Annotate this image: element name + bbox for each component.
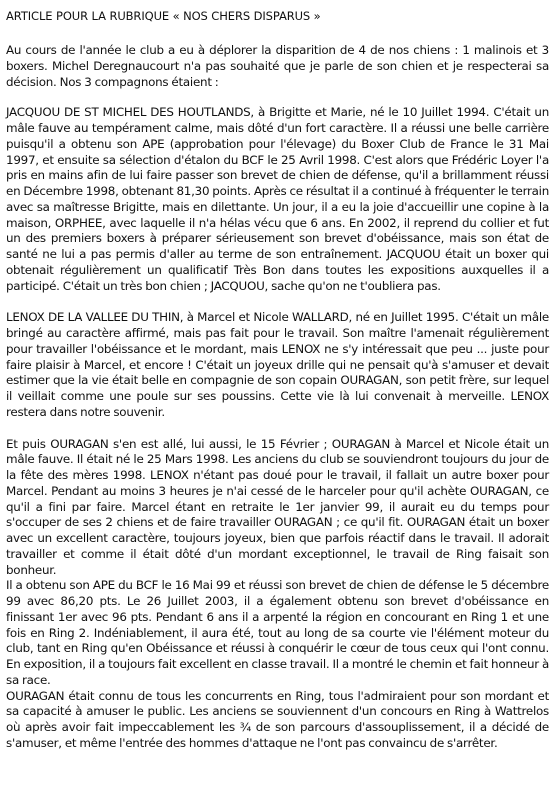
ouragan-paragraph-1: Et puis OURAGAN s'en est allé, lui aussi, le 15 Février ; OURAGAN à Marcel et Nicole était un mâle fauve. Il était né le 25 Mars 1998. Les anciens du club se souviendront toujours du jour de la fête des mères 1998. LENOX n'étant pas doué pour le travail, il fallait un autre boxer pour Marcel. Pendant au moins 3 heures je n'ai cessé de le harceler pour qu'il achète OURAGAN, ce qu'il a fini par faire. Marcel étant en retraite le 1er janvier 99, il aurait eu du temps pour s'occuper de ses 2 chiens et de faire travailler OURAGAN ; ce qu'il fit. OURAGAN était un boxer avec un excellent caractère, toujours joyeux, bien que parfois réactif dans le travail. Il adorait travailler et comme il était dôté d'un mordant exceptionnel, le travail de Ring faisait son bonheur. [6,436,549,577]
ouragan-paragraph-2: Il a obtenu son APE du BCF le 16 Mai 99 et réussi son brevet de chien de défense le 5 décembre 99 avec 86,20 pts. Le 26 Juillet 2003, il a également obtenu son brevet d'obéissance en finissant 1er avec 96 pts. Pendant 6 ans il a arpenté la région en concourant en Ring 1 et une fois en Ring 2. Indéniablement, il aura été, tout au long de sa courte vie l'élément moteur du club, tant en Ring qu'en Obéissance et réussi à conquérir le cœur de tous ceux qui l'ont connu. En exposition, il a toujours fait excellent en classe travail. Il a montré le chemin et fait honneur à sa race. [6,578,549,687]
lenox-paragraph: LENOX DE LA VALLEE DU THIN, à Marcel et Nicole WALLARD, né en Juillet 1995. C'était un mâle bringé au caractère affirmé, mais pas fait pour le travail. Son maître l'amenait régulièrement pour travailler l'obéissance et le mordant, mais LENOX ne s'y intéressait que peu ... juste pour faire plaisir à Marcel, et encore ! C'était un joyeux drille qui ne pensait qu'à s'amuser et devait estimer que la vie était belle en compagnie de son copain OURAGAN, son petit frère, sur lequel il veillait comme une poule sur ses poussins. Cette vie là lui convenait à merveille. LENOX restera dans notre souvenir. [6,310,549,419]
jacquou-paragraph: JACQUOU DE ST MICHEL DES HOUTLANDS, à Brigitte et Marie, né le 10 Juillet 1994. C'était un mâle fauve au tempérament calme, mais dôté d'un fort caractère. Il a réussi une belle carrière puisqu'il a obtenu son APE (approbation pour l'élevage) du Boxer Club de France le 31 Mai 1997, et ensuite sa sélection d'étalon du BCF le 25 Avril 1998. C'est alors que Frédéric Loyer l'a pris en mains afin de lui faire passer son brevet de chien de défense, qu'il a brillamment réussi en Décembre 1998, obtenant 81,30 points. Après ce résultat il a continué à fréquenter le terrain avec sa maîtresse Brigitte, mais en dilettante. Un jour, il a eu la joie d'accueillir une copine à la maison, ORPHEE, avec laquelle il n'a hélas vécu que 6 ans. En 2002, il reprend du collier et fut un des premiers boxers à préparer sérieusement son brevet d'obéissance, mais son état de santé ne lui a pas permis d'aller au terme de son entraînement. JACQUOU était un boxer qui obtenait régulièrement un qualificatif Très Bon dans toutes les expositions auxquelles il a participé. C'était un très bon chien ; JACQUOU, sache qu'on ne t'oubliera pas. [6,105,550,293]
article-title: ARTICLE POUR LA RUBRIQUE « NOS CHERS DISPARUS » [6,9,321,23]
ouragan-paragraph-3: OURAGAN était connu de tous les concurrents en Ring, tous l'admiraient pour son mordant et sa capacité à amuser le public. Les anciens se souviennent d'un concours en Ring à Wattrelos où après avoir fait impeccablement les ¾ de son parcours d'assouplissement, il a décidé de s'amuser, et même l'entrée des hommes d'attaque ne l'ont pas convaincu de s'arrêter. [6,688,549,750]
intro-paragraph: Au cours de l'année le club a eu à déplorer la disparition de 4 de nos chiens : 1 malinois et 3 boxers. Michel Deregnaucourt n'a pas souhaité que je parle de son chien et je respecterai sa décision. Nos 3 compagnons étaient : [6,43,549,89]
